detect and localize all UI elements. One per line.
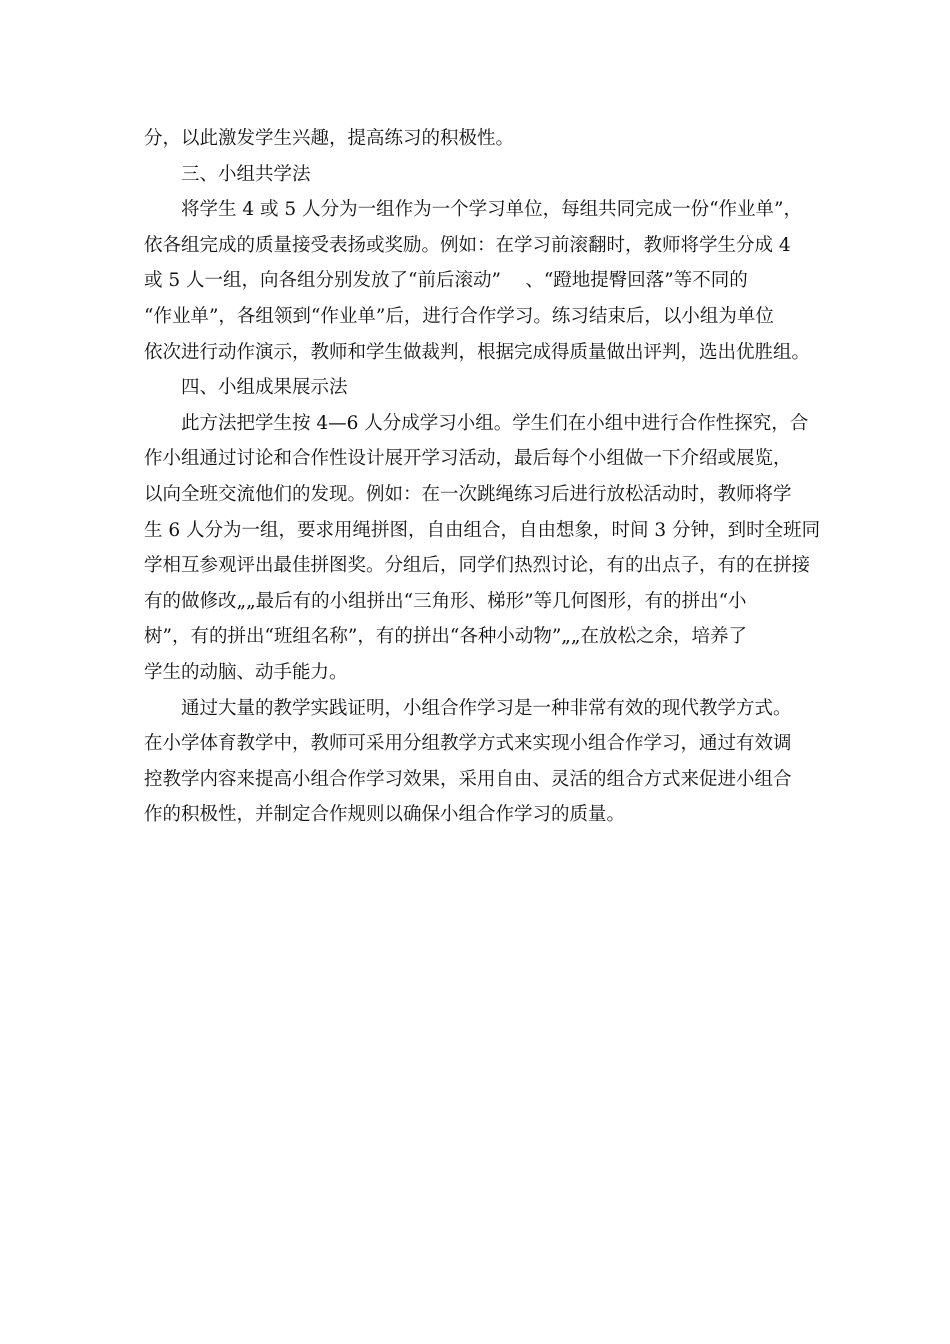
- text-line: 作的积极性，并制定合作规则以确保小组合作学习的质量。: [144, 804, 626, 826]
- text-line: 树”，有的拼出“班组名称”，有的拼出“各种小动物”„„在放松之余，培养了: [144, 626, 747, 648]
- text-line: 学相互参观评出最佳拼图奖。分组后，同学们热烈讨论，有的出点子，有的在拼接: [144, 555, 811, 577]
- text-line: 此方法把学生按 4—6 人分成学习小组。学生们在小组中进行合作性探究，合: [181, 412, 809, 434]
- text-line: 通过大量的教学实践证明，小组合作学习是一种非常有效的现代教学方式。: [181, 697, 792, 719]
- text-line: 控教学内容来提高小组合作学习效果，采用自由、灵活的组合方式来促进小组合: [144, 768, 792, 790]
- text-line: 有的做修改„„最后有的小组拼出“三角形、梯形”等几何图形，有的拼出“小: [144, 590, 747, 612]
- text-line: 学生的动脑、动手能力。: [144, 661, 348, 683]
- text-line: 将学生 4 或 5 人分为一组作为一个学习单位，每组共同完成一份“作业单”，: [181, 199, 802, 221]
- text-line: 分，以此激发学生兴趣，提高练习的积极性。: [144, 128, 515, 149]
- text-line: “作业单”，各组领到“作业单”后，进行合作学习。练习结束后，以小组为单位: [144, 305, 774, 327]
- section-heading: 三、小组共学法: [181, 163, 311, 185]
- text-line: 依次进行动作演示，教师和学生做裁判，根据完成得质量做出评判，选出优胜组。: [144, 341, 811, 363]
- text-line: 生 6 人分为一组，要求用绳拼图，自由组合，自由想象，时间 3 分钟，到时全班同: [144, 519, 821, 541]
- section-heading: 四、小组成果展示法: [181, 377, 348, 399]
- text-line: 在小学体育教学中，教师可采用分组教学方式来实现小组合作学习，通过有效调: [144, 733, 792, 755]
- text-line: 或 5 人一组，向各组分别发放了“前后滚动” 、“蹬地提臀回落”等不同的: [144, 270, 748, 292]
- text-line: 作小组通过讨论和合作性设计展开学习活动，最后每个小组做一下介绍或展览，: [144, 448, 792, 470]
- text-line: 以向全班交流他们的发现。例如：在一次跳绳练习后进行放松活动时，教师将学: [144, 483, 792, 505]
- text-line: 依各组完成的质量接受表扬或奖励。例如：在学习前滚翻时，教师将学生分成 4: [144, 234, 791, 256]
- document-body: [144, 121, 821, 833]
